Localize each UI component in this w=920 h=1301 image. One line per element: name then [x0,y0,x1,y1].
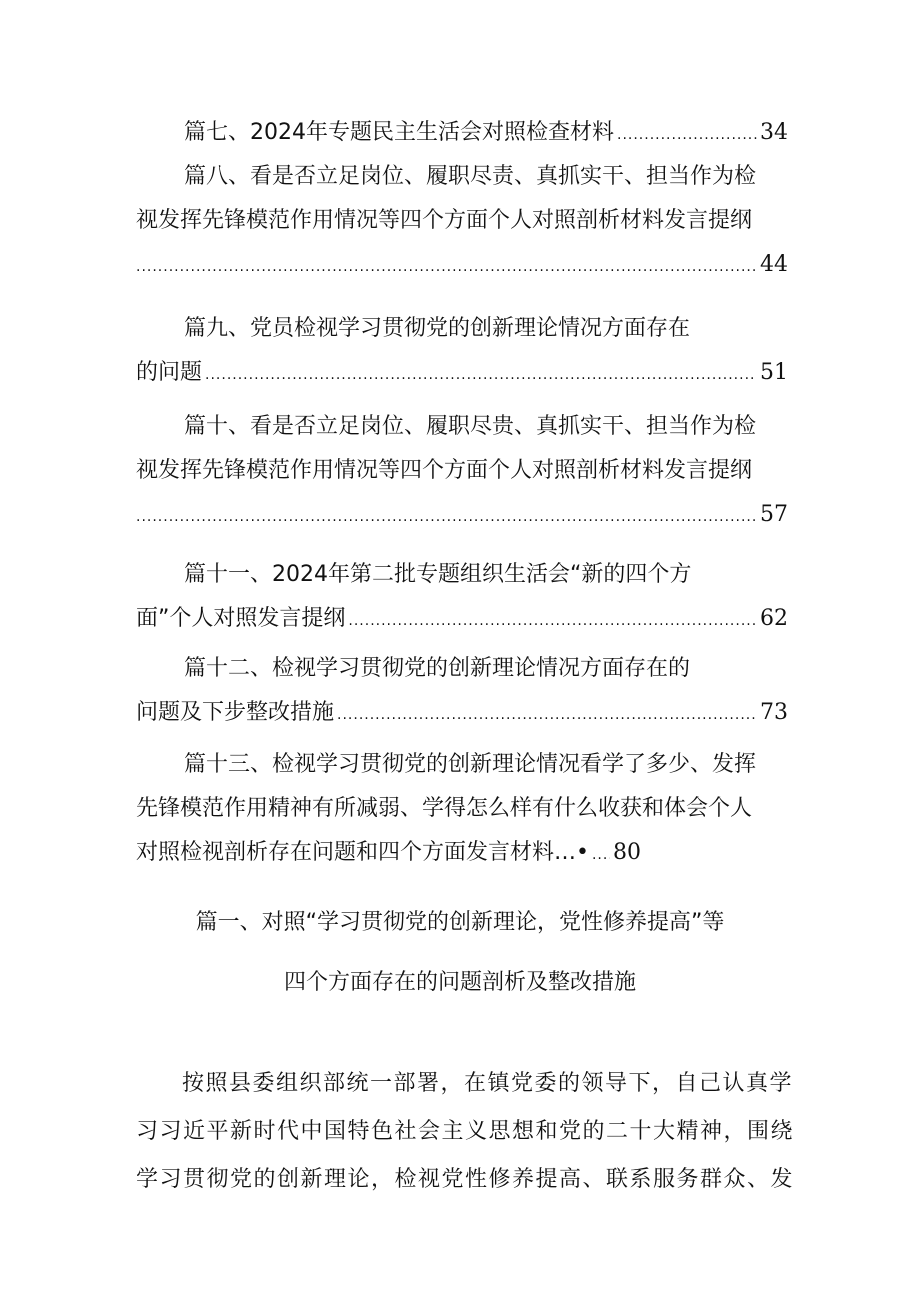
toc-entry-text: 的问题 [136,360,203,385]
section-title-line-2: 四个方面存在的问题剖析及整改措施 [283,970,636,995]
toc-leader-dots [136,502,757,532]
toc-entry-text: 篇七、2024年专题民主生活会对照检查材料 [184,120,614,145]
body-line: 按照县委组织部统一部署，在镇党委的领导下，自己认真学 [182,1071,794,1096]
toc-leader-dots [337,700,757,730]
toc-leader-dots [592,840,610,870]
toc-entry-10[interactable] [136,412,788,544]
toc-entry-text: 篇十、看是否立足岗位、履职尽贵、真抓实干、担当作为检 [184,414,757,439]
body-line: 学习贯彻党的创新理论，检视党性修养提高、联系服务群众、发 [136,1167,795,1192]
body-paragraph [136,1060,795,1204]
toc-entry-text: 面”个人对照发言提纲 [136,606,346,631]
toc-entry-text: 篇八、看是否立足岗位、履职尽责、真抓实干、担当作为检 [184,164,757,189]
toc-entry-text: 篇十一、2024年第二批专题组织生活会“新的四个方 [184,562,692,587]
toc-leader-dots [348,606,757,636]
toc-page-number: 44 [760,252,788,277]
toc-entry-text: 对照检视剖析存在问题和四个方面发言材料…• [136,840,589,865]
toc-leader-dots [205,360,757,390]
toc-page-number: 80 [612,840,641,865]
toc-entry-text: 视发挥先锋模范作用情况等四个方面个人对照剖析材料发言提纲 [136,208,753,233]
toc-page-number: 73 [760,700,788,725]
section-title-line-1: 篇一、对照“学习贯彻党的创新理论，党性修养提高”等 [195,910,725,935]
toc-leader-dots [617,120,757,150]
toc-entry-text: 先锋模范作用精神有所减弱、学得怎么样有什么收获和体会个人 [136,796,753,821]
toc-entry-12[interactable] [136,654,788,742]
toc-entry-8[interactable] [136,162,788,294]
toc-entry-7[interactable] [136,118,788,162]
toc-entry-9[interactable] [136,314,788,402]
toc-page-number: 62 [760,606,788,631]
toc-entry-text: 篇九、党员检视学习贯彻党的创新理论情况方面存在 [184,316,691,341]
toc-entry-11[interactable] [136,560,788,648]
toc-entry-text: 视发挥先锋模范作用情况等四个方面个人对照剖析材料发言提纲 [136,458,753,483]
toc-page-number: 57 [760,502,788,527]
toc-page-number: 51 [760,360,788,385]
toc-leader-dots [136,252,757,282]
toc-entry-13[interactable] [136,750,788,882]
body-line: 习习近平新时代中国特色社会主义思想和党的二十大精神，围绕 [136,1119,795,1144]
toc-entry-text: 篇十三、检视学习贯彻党的创新理论情况看学了多少、发挥 [184,752,757,777]
toc-entry-text: 篇十二、检视学习贯彻党的创新理论情况方面存在的 [184,656,691,681]
toc-entry-text: 问题及下步整改措施 [136,700,335,725]
toc-page-number: 34 [760,120,788,145]
